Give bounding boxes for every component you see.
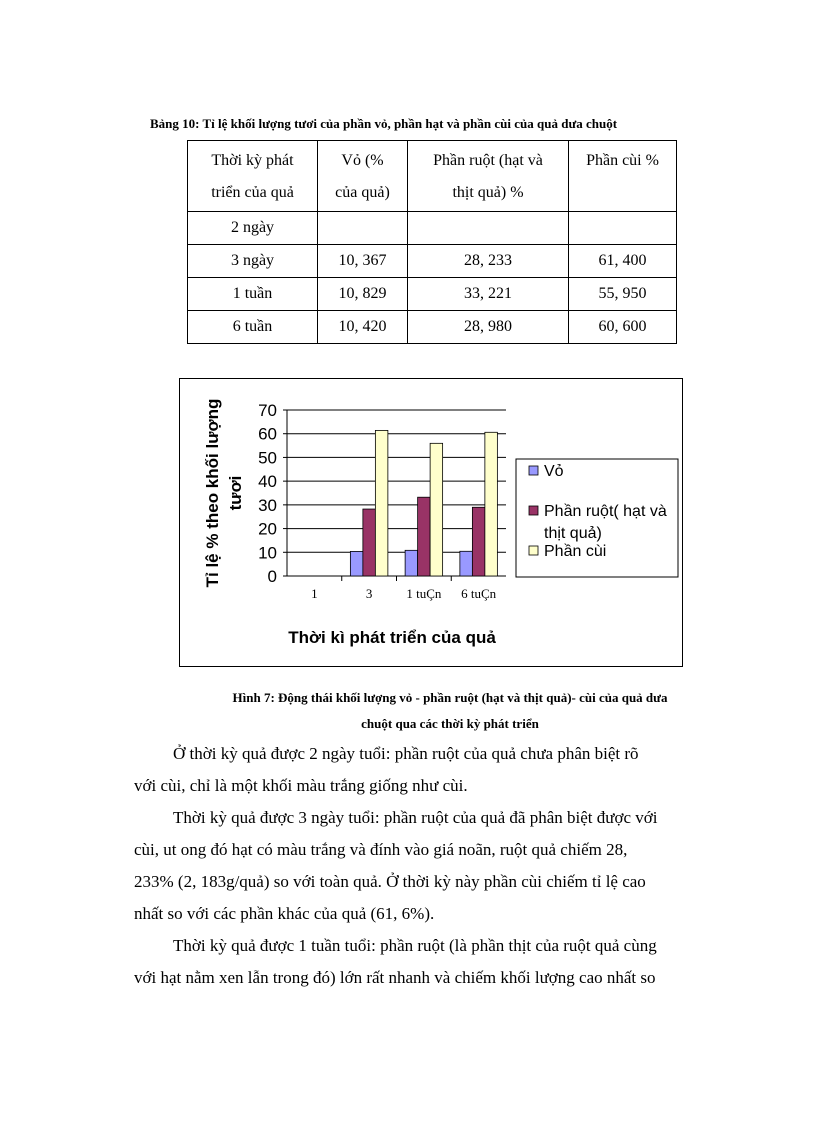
y-tick-label: 0 bbox=[267, 567, 277, 586]
paragraph-2 bbox=[134, 802, 734, 930]
bar-vỏ bbox=[350, 551, 363, 576]
table-row bbox=[188, 278, 677, 311]
y-tick-label: 50 bbox=[258, 448, 277, 468]
table-header-cell: Phần ruột (hạt và thịt quả) % bbox=[408, 141, 569, 212]
paragraph-line: nhất so với các phần khác của quả (61, 6%). bbox=[134, 904, 435, 923]
table-cell: 28, 233 bbox=[408, 245, 569, 278]
table-cell: 28, 980 bbox=[408, 311, 569, 344]
paragraph-line: Ở thời kỳ quả được 2 ngày tuổi: phần ruột của quả chưa phân biệt rõ bbox=[173, 744, 639, 763]
legend-swatch bbox=[529, 466, 538, 475]
bar-phần-cùi bbox=[375, 430, 388, 576]
table-cell: 2 ngày bbox=[188, 212, 318, 245]
x-tick-label: 6 tuÇn bbox=[461, 586, 497, 601]
y-tick-label: 20 bbox=[258, 519, 277, 539]
paragraph-3 bbox=[134, 930, 734, 994]
table-cell bbox=[408, 212, 569, 245]
bar-vỏ bbox=[460, 551, 473, 576]
legend-swatch bbox=[529, 506, 538, 515]
y-tick-label: 70 bbox=[258, 401, 277, 420]
table-cell: 33, 221 bbox=[408, 278, 569, 311]
legend-label: Vỏ bbox=[544, 463, 564, 480]
y-axis-title: Tỉ lệ % theo khối lượng bbox=[203, 398, 222, 588]
table-row bbox=[188, 245, 677, 278]
y-tick-label: 10 bbox=[258, 543, 277, 563]
chart-frame bbox=[179, 378, 683, 667]
paragraph-line: với cùi, chỉ là một khối màu trắng giống như cùi. bbox=[134, 776, 468, 795]
y-tick-label: 40 bbox=[258, 472, 277, 492]
table-cell: 10, 420 bbox=[318, 311, 408, 344]
figure-caption-line-1: Hình 7: Động thái khối lượng vỏ - phần ruột (hạt và thịt quả)- cùi của quả dưa bbox=[232, 690, 668, 705]
legend-swatch bbox=[529, 546, 538, 555]
table-cell bbox=[318, 212, 408, 245]
x-axis-title: Thời kì phát triển của quả bbox=[288, 628, 496, 647]
table-caption: Bảng 10: Tỉ lệ khối lượng tươi của phần vỏ, phần hạt và phần cùi của quả dưa chuột bbox=[150, 116, 618, 131]
bar-vỏ bbox=[405, 550, 418, 576]
paragraph-1 bbox=[134, 738, 734, 802]
legend-label: Phần cùi bbox=[544, 543, 607, 560]
table-cell: 1 tuần bbox=[188, 278, 318, 311]
bar-phần-ruột bbox=[363, 509, 376, 576]
table-cell: 3 ngày bbox=[188, 245, 318, 278]
table-cell: 10, 829 bbox=[318, 278, 408, 311]
data-table bbox=[187, 140, 677, 344]
paragraph-line: Thời kỳ quả được 1 tuần tuổi: phần ruột (là phần thịt của ruột quả cùng bbox=[173, 936, 657, 955]
bar-phần-cùi bbox=[485, 432, 498, 576]
x-tick-label: 1 bbox=[311, 586, 318, 601]
paragraph-line: cùi, ut ong đó hạt có màu trắng và đính vào giá noãn, ruột quả chiếm 28, bbox=[134, 840, 628, 859]
bar-phần-ruột bbox=[418, 497, 431, 576]
x-tick-label: 1 tuÇn bbox=[406, 586, 442, 601]
table-row bbox=[188, 212, 677, 245]
y-tick-label: 60 bbox=[258, 424, 277, 444]
figure-caption-line-2: chuột qua các thời kỳ phát triển bbox=[361, 716, 539, 731]
table-cell: 61, 400 bbox=[569, 245, 677, 278]
y-tick-label: 30 bbox=[258, 495, 277, 515]
table-cell bbox=[569, 212, 677, 245]
table-header-cell: Phần cùi % bbox=[569, 141, 677, 212]
table-cell: 55, 950 bbox=[569, 278, 677, 311]
table-cell: 10, 367 bbox=[318, 245, 408, 278]
table-header-row bbox=[188, 141, 677, 212]
x-tick-label: 3 bbox=[365, 586, 373, 601]
bar-phần-cùi bbox=[430, 443, 443, 576]
paragraph-line: Thời kỳ quả được 3 ngày tuổi: phần ruột của quả đã phân biệt được với bbox=[173, 808, 658, 827]
paragraph-line: với hạt nằm xen lẫn trong đó) lớn rất nhanh và chiếm khối lượng cao nhất so bbox=[134, 968, 656, 987]
bar-chart bbox=[180, 379, 684, 668]
table-header-cell: Thời kỳ phát triển của quả bbox=[188, 141, 318, 212]
legend-label: thịt quả) bbox=[544, 525, 602, 542]
paragraph-line: 233% (2, 183g/quả) so với toàn quả. Ở thời kỳ này phần cùi chiếm tỉ lệ cao bbox=[134, 872, 646, 891]
table-row bbox=[188, 311, 677, 344]
table-cell: 60, 600 bbox=[569, 311, 677, 344]
y-axis-title-line-2: tươi bbox=[226, 475, 245, 511]
bar-phần-ruột bbox=[472, 507, 485, 576]
table-cell: 6 tuần bbox=[188, 311, 318, 344]
table-header-cell: Vỏ (% của quả) bbox=[318, 141, 408, 212]
legend-label: Phần ruột( hạt và bbox=[544, 503, 667, 520]
